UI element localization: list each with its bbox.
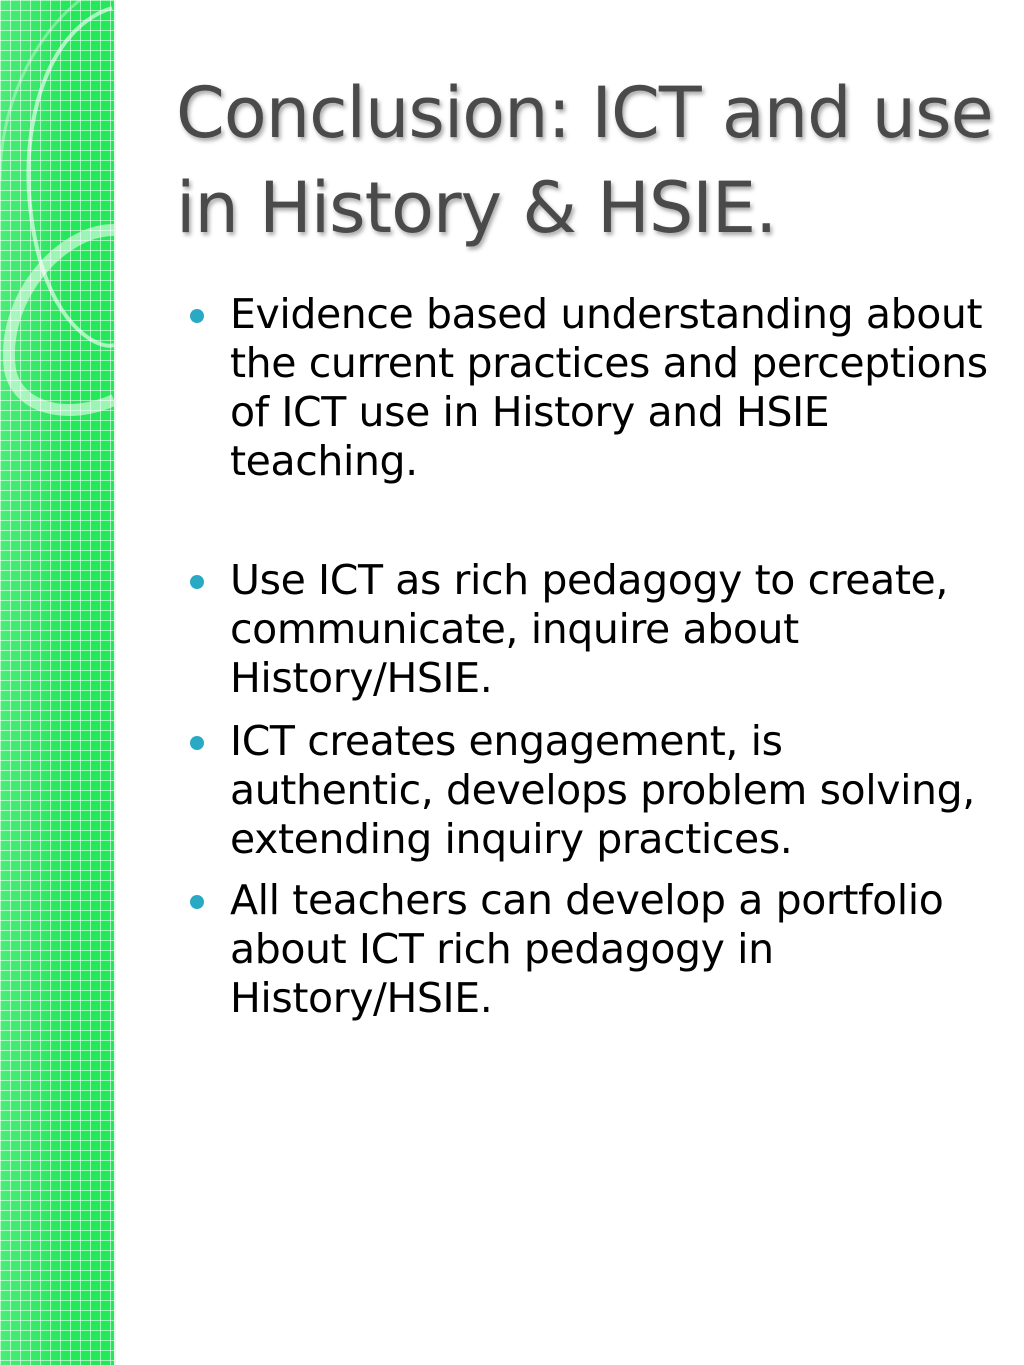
- list-item: [188, 556, 998, 703]
- bullet-text: All teachers can develop a portfolio about ICT rich pedagogy in History/HSIE.: [230, 876, 944, 1022]
- bullet-dot-icon: [190, 575, 204, 589]
- bullet-text: Evidence based understanding about the current practices and perceptions of ICT use in History and HSIE teaching.: [230, 290, 988, 485]
- bullet-dot-icon: [190, 895, 204, 909]
- list-item: [188, 876, 998, 1023]
- list-item: [188, 717, 998, 864]
- list-item: [188, 290, 998, 486]
- slide-title: Conclusion: ICT and use in History & HSIE.: [176, 72, 993, 249]
- decorative-side-band: [0, 0, 116, 1365]
- decorative-swirl-icon: [0, 0, 114, 440]
- bullet-list: [188, 290, 998, 1023]
- bullet-dot-icon: [190, 309, 204, 323]
- bullet-text: ICT creates engagement, is authentic, develops problem solving, extending inquiry practices.: [230, 717, 975, 863]
- bullet-text: Use ICT as rich pedagogy to create, communicate, inquire about History/HSIE.: [230, 556, 948, 702]
- bullet-dot-icon: [190, 736, 204, 750]
